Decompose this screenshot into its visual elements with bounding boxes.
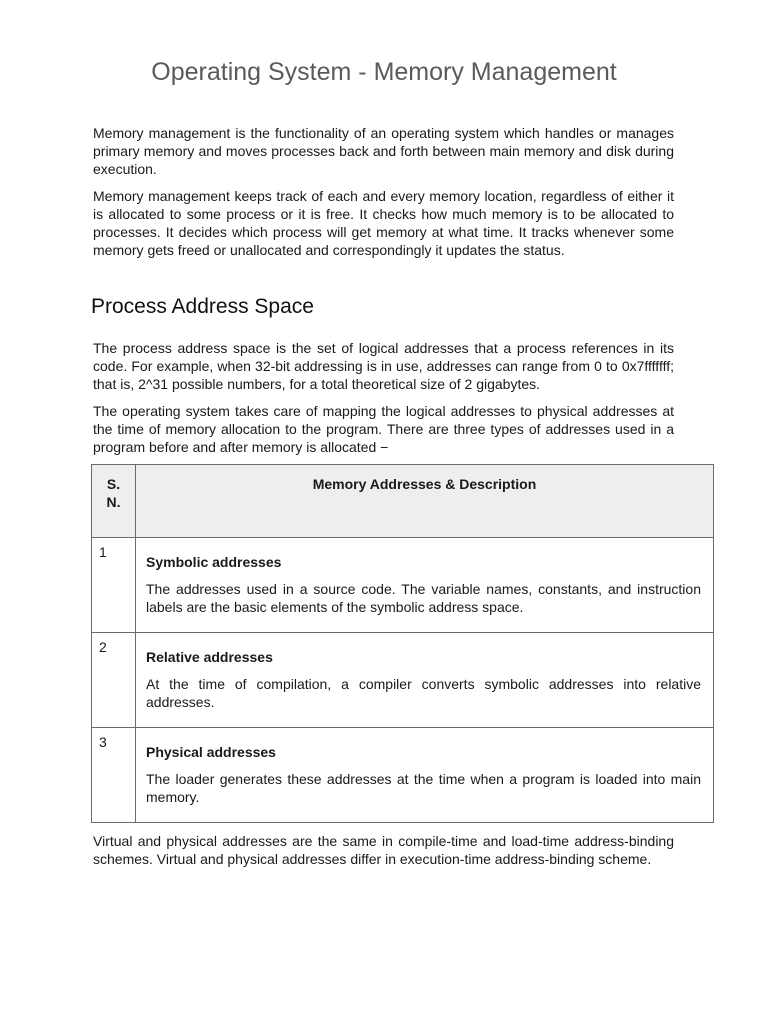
section-heading: Process Address Space: [91, 295, 314, 318]
row-sn: 1: [92, 538, 136, 633]
row-description: At the time of compilation, a compiler converts symbolic addresses into relative addresses.: [146, 676, 701, 710]
row-description-cell: [136, 633, 714, 728]
table-row: [92, 633, 714, 728]
row-description-cell: [136, 728, 714, 823]
row-description: The addresses used in a source code. The variable names, constants, and instruction labels are the basic elements of the symbolic address space.: [146, 581, 701, 615]
intro-paragraph-1: Memory management is the functionality of an operating system which handles or manages primary memory and moves processes back and forth between main memory and disk during execution.: [93, 125, 674, 177]
section-paragraph-2: The operating system takes care of mapping the logical addresses to physical addresses at the time of memory allocation to the program. There are three types of addresses used in a program before and after memory is allocated −: [93, 403, 674, 455]
row-name: Symbolic addresses: [146, 554, 282, 570]
header-sn: S.N.: [92, 465, 136, 538]
address-types-table: [91, 464, 714, 823]
table-row: [92, 728, 714, 823]
row-sn: 2: [92, 633, 136, 728]
row-description: The loader generates these addresses at the time when a program is loaded into main memory.: [146, 771, 701, 805]
header-description: Memory Addresses & Description: [136, 465, 714, 538]
closing-paragraph: Virtual and physical addresses are the same in compile-time and load-time address-binding schemes. Virtual and physical addresses differ in execution-time address-binding scheme.: [93, 833, 674, 867]
row-description-cell: [136, 538, 714, 633]
table-header-row: [92, 465, 714, 538]
row-name: Physical addresses: [146, 744, 276, 760]
section-paragraph-1: The process address space is the set of logical addresses that a process references in its code. For example, when 32-bit addressing is in use, addresses can range from 0 to 0x7fffffff; that is, 2^31 possible numbers, for a total theoretical size of 2 gigabytes.: [93, 340, 674, 392]
intro-paragraph-2: Memory management keeps track of each and every memory location, regardless of either it is allocated to some process or it is free. It checks how much memory is to be allocated to processes. It decides which process will get memory at what time. It tracks whenever some memory gets freed or unallocated and correspondingly it updates the status.: [93, 188, 674, 258]
page-title: Operating System - Memory Management: [151, 58, 617, 86]
table-row: [92, 538, 714, 633]
row-sn: 3: [92, 728, 136, 823]
row-name: Relative addresses: [146, 649, 273, 665]
